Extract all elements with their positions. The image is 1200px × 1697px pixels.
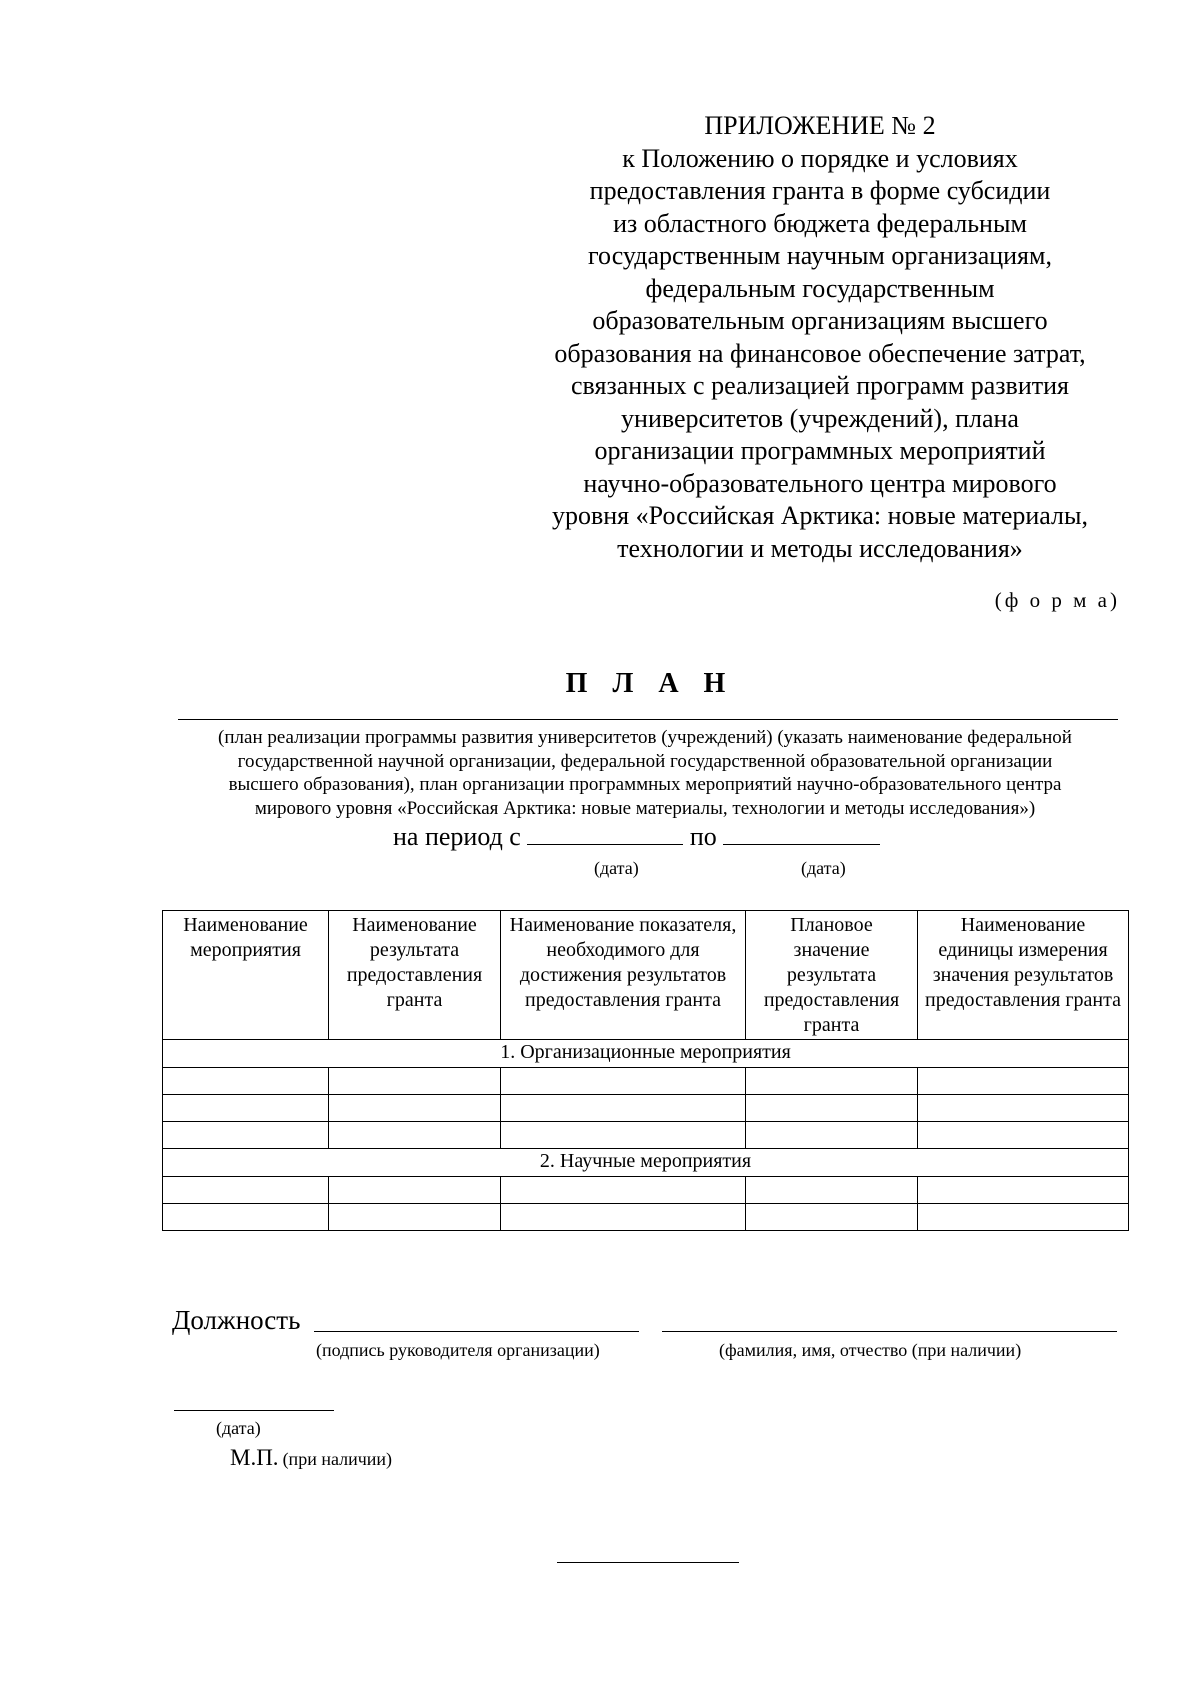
table-header-row: [163, 911, 1129, 1040]
full-name-field-line[interactable]: [662, 1331, 1117, 1332]
plan-caption: [170, 726, 1120, 820]
period-line: [393, 822, 880, 852]
stamp-place: [230, 1445, 392, 1471]
plan-caption-line: (план реализации программы развития университетов (учреждений) (указать наименование федеральной: [218, 727, 1072, 748]
appendix-line: государственным научным организациям,: [588, 241, 1052, 270]
appendix-line: образования на финансовое обеспечение затрат,: [554, 338, 1086, 368]
table-row: [163, 1122, 1129, 1149]
period-prefix: на период с: [393, 822, 521, 851]
table-row: [163, 1204, 1129, 1231]
plan-caption-line: государственной научной организации, федеральной государственной образовательной организации: [237, 750, 1053, 772]
appendix-heading: [520, 110, 1120, 565]
appendix-line: научно-образовательного центра мирового: [583, 468, 1057, 498]
signature-field-line[interactable]: [314, 1331, 639, 1332]
table-row: [163, 1095, 1129, 1122]
signing-date-field-line[interactable]: [174, 1410, 334, 1411]
appendix-line: ПРИЛОЖЕНИЕ № 2: [704, 111, 936, 140]
table-cell[interactable]: [746, 1095, 918, 1122]
table-cell[interactable]: [918, 1068, 1129, 1095]
appendix-line: федеральным государственным: [645, 273, 995, 303]
section-scientific: 2. Научные мероприятия: [163, 1149, 1129, 1177]
table-cell[interactable]: [163, 1177, 329, 1204]
appendix-line: предоставления гранта в форме субсидии: [589, 176, 1051, 205]
full-name-caption: (фамилия, имя, отчество (при наличии): [719, 1340, 1022, 1360]
signature-caption: (подпись руководителя организации): [316, 1340, 600, 1360]
stamp-note: (при наличии): [282, 1449, 393, 1469]
table-cell[interactable]: [163, 1068, 329, 1095]
period-start-date-field[interactable]: [527, 822, 683, 845]
section-row: [163, 1149, 1129, 1177]
table-cell[interactable]: [163, 1204, 329, 1231]
appendix-line: университетов (учреждений), плана: [621, 403, 1019, 433]
plan-caption-line: мирового уровня «Российская Арктика: новые материалы, технологии и методы исследования»): [254, 797, 1036, 819]
period-mid: по: [689, 822, 717, 851]
table-cell[interactable]: [329, 1068, 501, 1095]
table-cell[interactable]: [329, 1177, 501, 1204]
section-row: [163, 1040, 1129, 1068]
table-cell[interactable]: [501, 1204, 746, 1231]
section-organizational: 1. Организационные мероприятия: [163, 1040, 1129, 1068]
plan-title: П Л А Н: [565, 668, 735, 699]
appendix-line: технологии и методы исследования»: [617, 533, 1023, 563]
table-cell[interactable]: [501, 1095, 746, 1122]
form-label: (ф о р м а): [994, 588, 1120, 612]
plan-name-field-line[interactable]: [178, 719, 1118, 720]
table-cell[interactable]: [501, 1122, 746, 1149]
table-row: [163, 1177, 1129, 1204]
table-cell[interactable]: [746, 1204, 918, 1231]
table-cell[interactable]: [746, 1177, 918, 1204]
plan-caption-line: высшего образования), план организации программных мероприятий научно-образовательного центра: [228, 774, 1062, 795]
table-row: [163, 1068, 1129, 1095]
appendix-line: образовательным организациям высшего: [592, 306, 1048, 335]
stamp-label: М.П.: [230, 1445, 279, 1470]
plan-table: [162, 910, 1129, 1231]
table-cell[interactable]: [329, 1122, 501, 1149]
signing-date-caption: (дата): [216, 1418, 261, 1438]
table-cell[interactable]: [918, 1122, 1129, 1149]
table-cell[interactable]: [918, 1204, 1129, 1231]
period-start-date-caption: (дата): [594, 858, 639, 878]
table-cell[interactable]: [501, 1177, 746, 1204]
period-end-date-field[interactable]: [723, 822, 880, 845]
document-end-divider: [557, 1562, 739, 1563]
appendix-line: уровня «Российская Арктика: новые материалы,: [551, 501, 1088, 530]
table-cell[interactable]: [746, 1068, 918, 1095]
column-header-indicator: Наименование показателя, необходимого для достижения результатов предоставления гранта: [501, 911, 746, 1040]
column-header-planned-value: Плановое значение результата предоставления гранта: [746, 911, 918, 1040]
appendix-line: из областного бюджета федеральным: [613, 208, 1027, 238]
table-cell[interactable]: [746, 1122, 918, 1149]
appendix-line: организации программных мероприятий: [594, 436, 1046, 465]
table-cell[interactable]: [329, 1095, 501, 1122]
table-cell[interactable]: [501, 1068, 746, 1095]
period-end-date-caption: (дата): [801, 858, 846, 878]
table-cell[interactable]: [329, 1204, 501, 1231]
column-header-result: Наименование результата предоставления гранта: [329, 911, 501, 1040]
table-cell[interactable]: [918, 1095, 1129, 1122]
table-cell[interactable]: [163, 1122, 329, 1149]
table-cell[interactable]: [163, 1095, 329, 1122]
column-header-event: Наименование мероприятия: [163, 911, 329, 1040]
table-cell[interactable]: [918, 1177, 1129, 1204]
position-label: Должность: [172, 1305, 301, 1335]
appendix-line: к Положению о порядке и условиях: [622, 143, 1018, 173]
appendix-line: связанных с реализацией программ развития: [571, 371, 1069, 400]
column-header-unit: Наименование единицы измерения значения результатов предоставления гранта: [918, 911, 1129, 1040]
